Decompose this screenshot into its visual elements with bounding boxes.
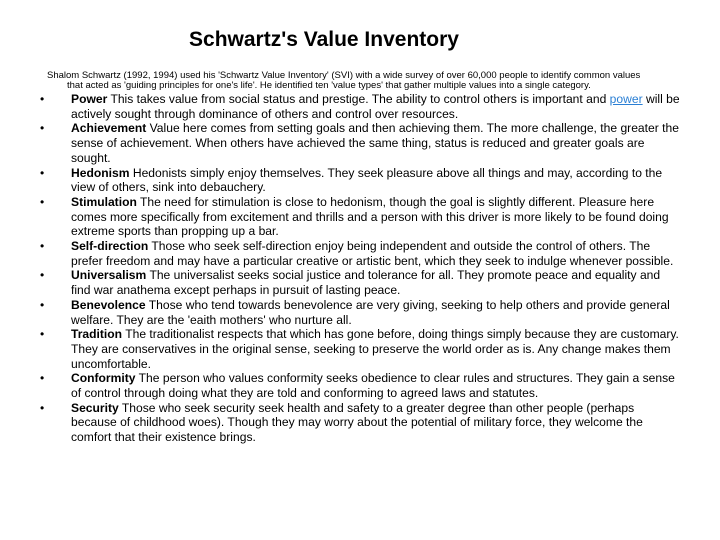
item-text: The person who values conformity seeks obedience to clear rules and structures. They gain a sense of control through doing what they are told and conforming to agreed laws and statutes.: [71, 371, 675, 401]
list-item-security: [40, 401, 680, 445]
item-text: will be actively sought through dominance of others and control over resources.: [71, 92, 680, 121]
bullet-icon: •: [40, 165, 45, 180]
bullet-icon: •: [40, 194, 45, 209]
list-item-universalism: [40, 268, 680, 297]
item-term: Universalism: [71, 268, 147, 283]
intro-paragraph: [47, 71, 679, 91]
item-text: Those who seek security seek health and safety to a greater degree than other people (perhaps because of childhood woes). Though they may worry about the potential of military force, they welcome the comfort that their existence brings.: [71, 400, 643, 445]
bullet-icon: •: [40, 400, 45, 415]
intro-line-2: that acted as 'guiding principles for one's life'. He identified ten 'value types' that gather multiple values into a single category.: [67, 80, 591, 91]
bullet-icon: •: [40, 268, 45, 283]
item-term: Security: [71, 400, 119, 415]
item-term: Self-direction: [71, 239, 149, 254]
bullet-icon: •: [40, 92, 45, 106]
page-title: Schwartz's Value Inventory: [189, 28, 459, 51]
bullet-icon: •: [40, 297, 45, 312]
value-types-list: [40, 92, 680, 445]
item-term: Achievement: [71, 121, 147, 136]
item-text: Hedonists simply enjoy themselves. They seek pleasure above all things and may, according to the view of others, sink into debauchery.: [71, 165, 663, 195]
item-text: Those who tend towards benevolence are very giving, seeking to help others and provide general welfare. They are the 'eaith mothers' who nurture all.: [71, 297, 670, 327]
item-text: Value here comes from setting goals and then achieving them. The more challenge, the greater the sense of achievement. When others have achieved the same thing, status is reduced and greater goals are sought.: [71, 121, 679, 165]
item-text: Those who seek self-direction enjoy being independent and outside the control of others. The prefer freedom and may have a particular creative or artistic bent, which they seek to indulge whenever possible.: [71, 239, 674, 268]
item-text: The traditionalist respects that which has gone before, doing things simply because they are customary. They are conservatives in the original sense, seeking to preserve the world order as is. Any change makes them uncomfortable.: [71, 327, 679, 371]
list-item-conformity: [40, 371, 680, 400]
item-text: The need for stimulation is close to hedonism, though the goal is slightly different. Pleasure here comes more specifically from excitement and thrills and a person with this driver is more likely to be found doing extreme sports than propping up a bar.: [71, 194, 669, 239]
bullet-icon: •: [40, 121, 45, 136]
bullet-icon: •: [40, 239, 45, 254]
list-item-tradition: [40, 327, 680, 371]
intro-line-1: Shalom Schwartz (1992, 1994) used his 'Schwartz Value Inventory' (SVI) with a wide survey of over 60,000 people to identify common values: [47, 70, 641, 81]
item-text: This takes value from social status and prestige. The ability to control others is important and: [107, 92, 610, 106]
list-item-stimulation: [40, 195, 680, 239]
item-term: Tradition: [71, 327, 123, 342]
item-term: Power: [71, 92, 108, 106]
list-item-power: [40, 92, 680, 121]
power-link[interactable]: power: [609, 92, 643, 106]
list-item-self-direction: [40, 239, 680, 268]
item-term: Stimulation: [71, 194, 137, 209]
item-term: Benevolence: [71, 297, 146, 312]
bullet-icon: •: [40, 327, 45, 342]
list-item-benevolence: [40, 298, 680, 327]
item-text: The universalist seeks social justice and tolerance for all. They promote peace and equality and find war anathema except perhaps in pursuit of lasting peace.: [71, 268, 661, 298]
item-term: Hedonism: [71, 165, 130, 180]
item-term: Conformity: [71, 371, 136, 386]
list-item-achievement: [40, 121, 680, 165]
bullet-icon: •: [40, 371, 45, 386]
list-item-hedonism: [40, 166, 680, 195]
